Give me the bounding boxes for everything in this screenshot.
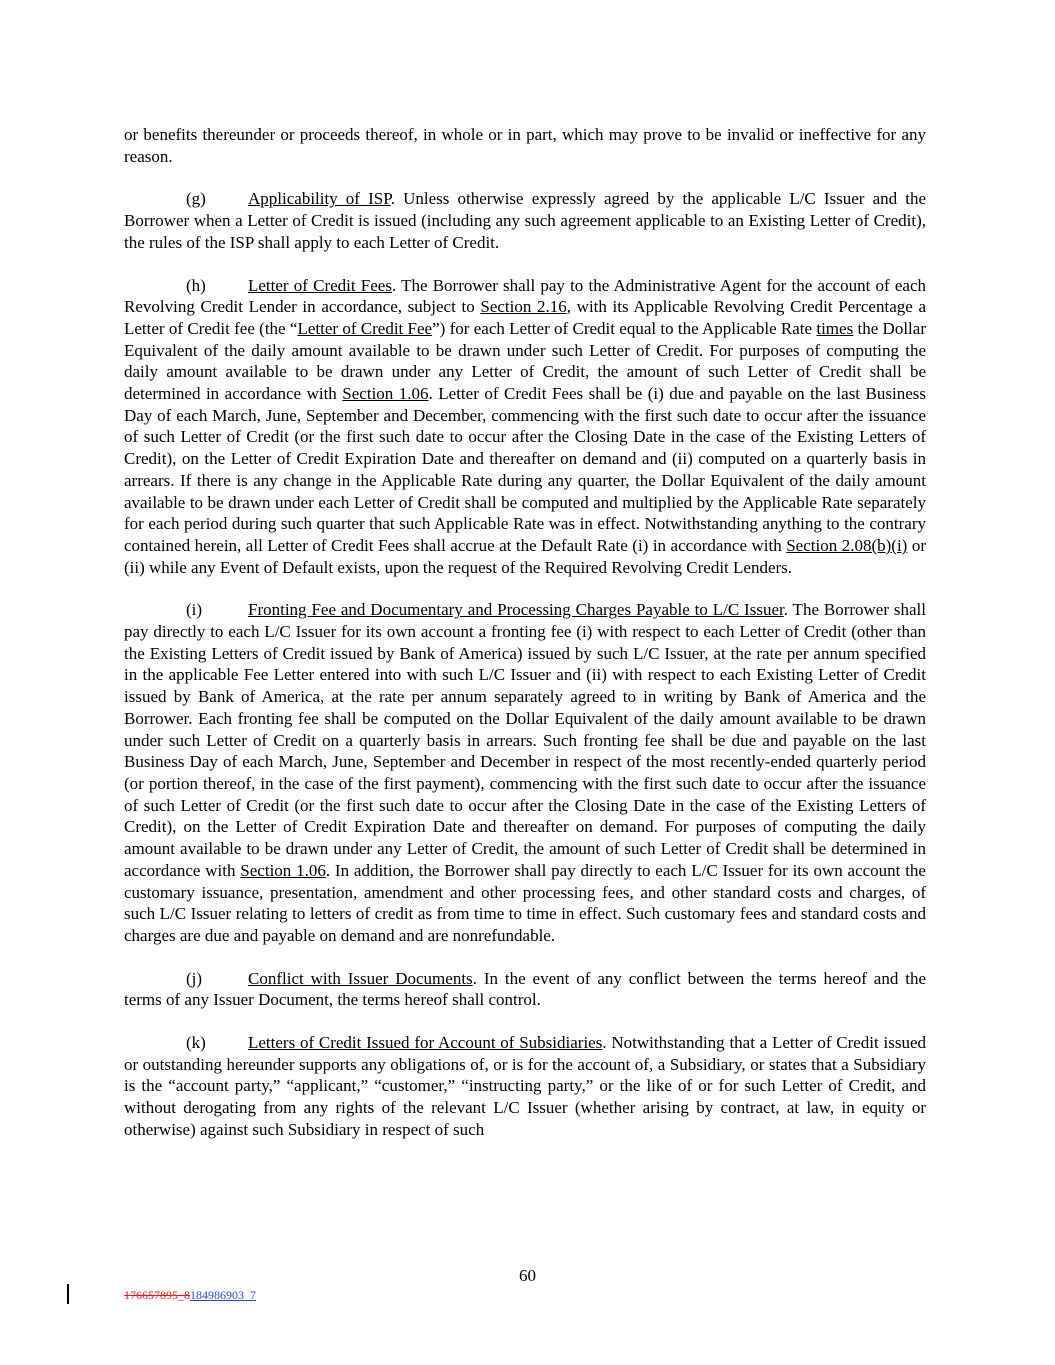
section-heading: Applicability of ISP — [248, 189, 391, 209]
emphasized-term: times — [816, 318, 854, 338]
paragraph-text: . The Borrower shall pay directly to each L/C Issuer for its own account a fronting fee (i) with respect to each Letter of Credit (other than the Existing Letters of Credit issued by Bank of America) issued by such L/C Issuer, at the rate per annum specified in the applicable Fee Letter entered into with such L/C Issuer and (ii) with respect to each Existing Letter of Credit issued by Bank of America, at the rate per annum separately agreed to in writing by Bank of America and the Borrower. Each fronting fee shall be computed on the Dollar Equivalent of the daily amount available to be drawn under such Letter of Credit on a quarterly basis in arrears. Such fronting fee shall be due and payable on the last Business Day of each March, June, September and December in respect of the most recently-ended quarterly period (or portion thereof, in the case of the first payment), commencing with the first such date to occur after the issuance of such Letter of Credit (or the first such date to occur after the Closing Date in the case of the Existing Letters of Credit), on the Letter of Credit Expiration Date and thereafter on demand. For purposes of computing the daily amount available to be drawn under any Letter of Credit, the amount of such Letter of Credit shall be determined in accordance with — [124, 600, 926, 880]
page-number: 60 — [519, 1266, 536, 1285]
section-heading: Letters of Credit Issued for Account of Subsidiaries — [248, 1033, 603, 1053]
paragraph-marker: (k) — [186, 1033, 206, 1053]
defined-term: Letter of Credit Fee — [297, 318, 433, 338]
paragraph-j — [124, 968, 926, 1011]
document-id — [124, 1288, 256, 1303]
paragraph-g — [124, 188, 926, 253]
document-body — [124, 124, 926, 1162]
paragraph-text: . Letter of Credit Fees shall be (i) due and payable on the last Business Day of each March, June, September and December, commencing with the first such date to occur after the issuance of such Letter of Credit (or the first such date to occur after the Closing Date in the case of the Existing Letters of Credit), on the Letter of Credit Expiration Date and thereafter on demand and (ii) computed on a quarterly basis in arrears. If there is any change in the Applicable Rate during any quarter, the Dollar Equivalent of the daily amount available to be drawn under each Letter of Credit shall be computed and multiplied by the Applicable Rate separately for each period during such quarter that such Applicable Rate was in effect. Notwithstanding anything to the contrary contained herein, all Letter of Credit Fees shall accrue at the Default Rate (i) in accordance with — [124, 384, 926, 555]
paragraph-marker: (i) — [186, 600, 203, 620]
paragraph-text: ”) for each Letter of Credit equal to the Applicable Rate — [432, 318, 817, 338]
cross-reference: Section 1.06 — [240, 860, 326, 880]
cross-reference: Section 2.08(b)(i) — [786, 535, 908, 555]
change-bar — [67, 1284, 69, 1304]
paragraph-text: . Unless otherwise expressly agreed by the applicable L/C Issuer and the Borrower when a Letter of Credit is issued (including any such agreement applicable to an Existing Letter of Credit), the rules of the ISP shall apply to each Letter of Credit. — [124, 189, 926, 252]
document-id-inserted: 184986903_7 — [190, 1288, 256, 1302]
paragraph-text: , with its Applicable Revolving Credit Percentage a Letter of Credit fee (the “ — [124, 297, 926, 338]
paragraph-text: . In the event of any conflict between the terms hereof and the terms of any Issuer Document, the terms hereof shall control. — [124, 968, 926, 1010]
paragraph-text: the Dollar Equivalent of the daily amount available to be drawn under such Letter of Credit. For purposes of computing the daily amount available to be drawn under any Letter of Credit, the amount of such Letter of Credit shall be determined in accordance with — [124, 318, 926, 404]
paragraph-i — [124, 599, 926, 946]
paragraph-continuation — [124, 124, 926, 167]
paragraph-marker: (j) — [186, 968, 203, 988]
cross-reference: Section 1.06 — [342, 384, 429, 404]
paragraph-text: . In addition, the Borrower shall pay directly to each L/C Issuer for its own account the customary issuance, presentation, amendment and other processing fees, and other standard costs and charges, of such L/C Issuer relating to letters of credit as from time to time in effect. Such customary fees and standard costs and charges are due and payable on demand and are nonrefundable. — [124, 860, 926, 945]
section-heading: Fronting Fee and Documentary and Processing Charges Payable to L/C Issuer — [248, 600, 784, 620]
section-heading: Letter of Credit Fees — [248, 275, 392, 295]
paragraph-h — [124, 275, 926, 579]
section-heading: Conflict with Issuer Documents — [248, 968, 473, 988]
paragraph-text: . Notwithstanding that a Letter of Credit issued or outstanding hereunder supports any obligations of, or is for the account of, a Subsidiary, or states that a Subsidiary is the “account party,” “applicant,” “customer,” “instructing party,” or the like of or for such Letter of Credit, and without derogating from any rights of the relevant L/C Issuer (whether arising by contract, at law, in equity or otherwise) against such Subsidiary in respect of such — [124, 1033, 926, 1139]
paragraph-text: . The Borrower shall pay to the Administrative Agent for the account of each Revolving Credit Lender in accordance, subject to — [124, 275, 926, 317]
paragraph-k — [124, 1032, 926, 1141]
paragraph-marker: (g) — [186, 189, 206, 209]
continuation-text: or benefits thereunder or proceeds thereof, in whole or in part, which may prove to be invalid or ineffective for any reason. — [124, 125, 926, 166]
paragraph-marker: (h) — [186, 275, 206, 295]
document-id-deleted: 176657895_8 — [124, 1288, 190, 1302]
cross-reference: Section 2.16 — [480, 297, 567, 317]
paragraph-text: or (ii) while any Event of Default exists, upon the request of the Required Revolving Credit Lenders. — [124, 535, 926, 577]
